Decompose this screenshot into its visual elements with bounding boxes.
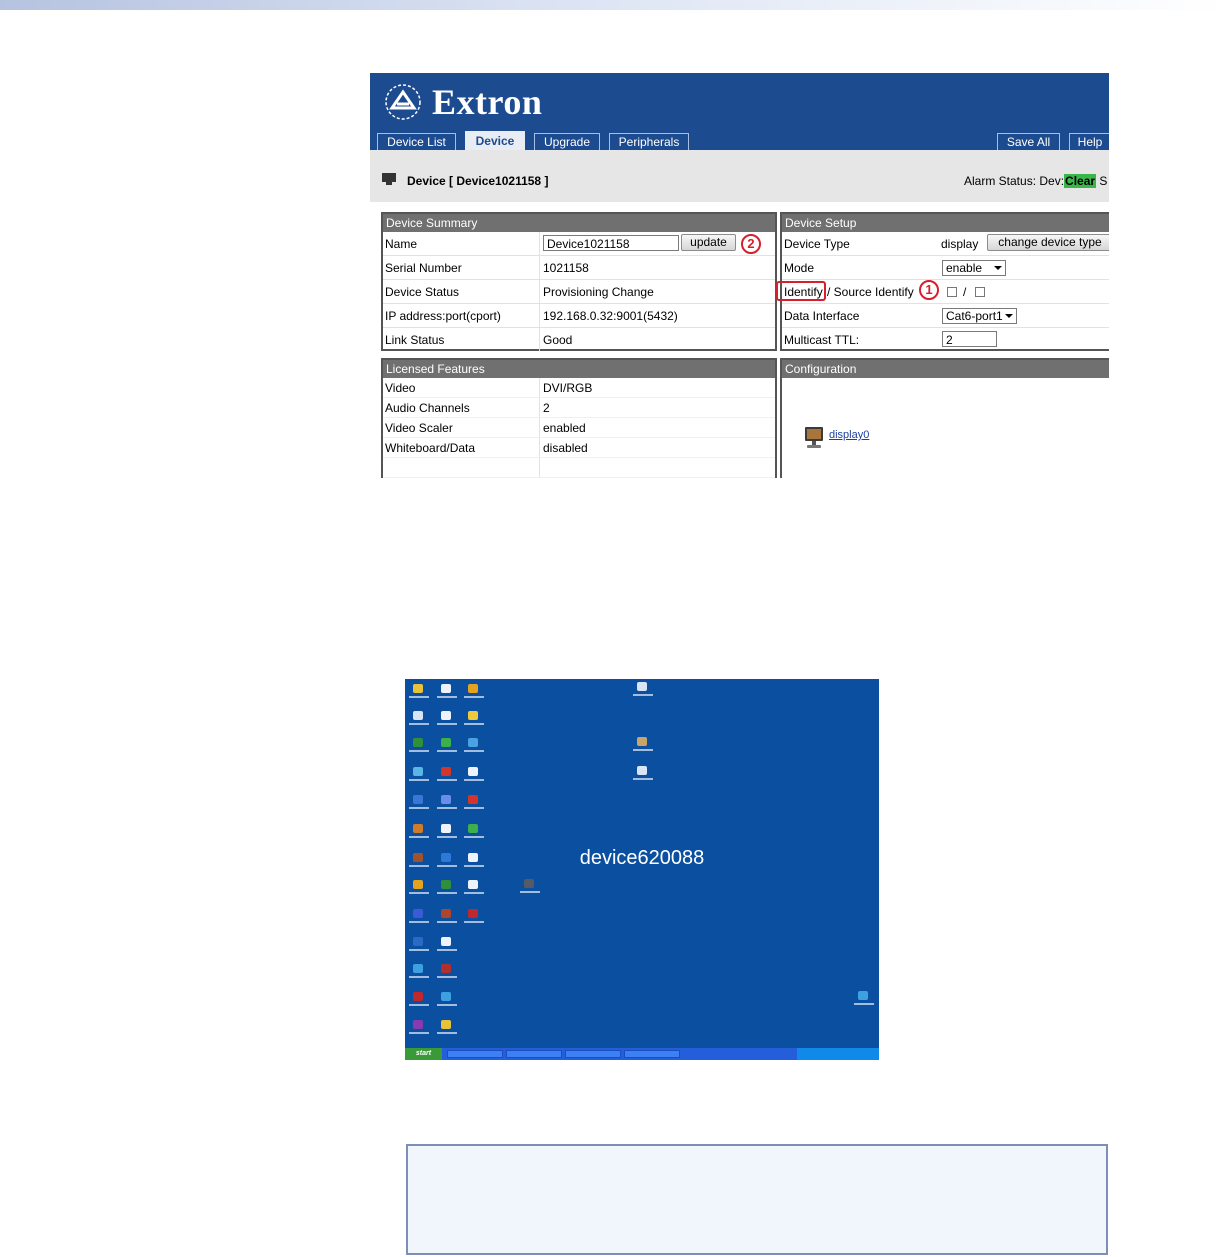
taskbar-window-button[interactable] — [506, 1050, 562, 1058]
desktop-shortcut-icon[interactable] — [468, 795, 478, 804]
alarm-clear-badge: Clear — [1065, 174, 1096, 188]
tab-label: Device — [475, 134, 515, 148]
desktop-shortcut-icon[interactable] — [413, 767, 423, 776]
row-value: 1021158 — [543, 261, 589, 275]
tab-label: Upgrade — [543, 135, 591, 149]
desktop-shortcut-icon[interactable] — [468, 684, 478, 693]
start-button[interactable]: start — [405, 1048, 442, 1060]
table-row — [383, 304, 775, 328]
desktop-shortcut-icon[interactable] — [413, 824, 423, 833]
row-value: Good — [543, 333, 573, 347]
desktop-shortcut-icon[interactable] — [468, 767, 478, 776]
desktop-shortcut-icon[interactable] — [413, 909, 423, 918]
app-header — [370, 73, 1109, 150]
desktop-shortcut-icon[interactable] — [468, 711, 478, 720]
row-label: IP address:port(cport) — [385, 309, 501, 323]
desktop-shortcut-icon[interactable] — [441, 824, 451, 833]
row-label: Device Status — [385, 285, 460, 299]
callout-2: 2 — [741, 234, 761, 254]
desktop-shortcut-icon[interactable] — [441, 880, 451, 889]
data-interface-select[interactable] — [942, 308, 1017, 324]
multicast-row — [782, 328, 1109, 351]
desktop-shortcut-icon[interactable] — [413, 853, 423, 862]
alarm-trailing: S — [1099, 174, 1108, 188]
device-monitor-icon — [382, 173, 396, 182]
display-monitor-icon — [803, 426, 825, 450]
name-row — [383, 232, 775, 256]
configuration-title: Configuration — [782, 360, 1109, 378]
licensed-features-title: Licensed Features — [383, 360, 775, 378]
desktop-shortcut-icon[interactable] — [468, 824, 478, 833]
feature-value: disabled — [543, 441, 588, 455]
device-setup-title: Device Setup — [782, 214, 1109, 232]
feature-value: 2 — [543, 401, 550, 415]
extron-logo — [380, 81, 542, 123]
table-row — [383, 256, 775, 280]
device-type-row — [782, 232, 1109, 256]
desktop-shortcut-icon[interactable] — [441, 767, 451, 776]
desktop-shortcut-icon[interactable] — [413, 937, 423, 946]
desktop-shortcut-icon[interactable] — [858, 991, 868, 1000]
desktop-shortcut-icon[interactable] — [441, 937, 451, 946]
desktop-shortcut-icon[interactable] — [441, 795, 451, 804]
extron-web-ui-screenshot — [370, 73, 1109, 478]
list-item — [383, 378, 775, 398]
extron-logo-icon — [380, 82, 426, 122]
multicast-ttl-input[interactable]: 2 — [942, 331, 997, 347]
device-summary-panel — [381, 212, 777, 351]
identify-highlight-box — [776, 281, 826, 301]
data-interface-selected-value: Cat6-port1 — [946, 309, 1003, 323]
note-box — [406, 1144, 1108, 1255]
desktop-shortcut-icon[interactable] — [413, 738, 423, 747]
device-setup-panel — [780, 212, 1109, 351]
feature-value: DVI/RGB — [543, 381, 593, 395]
row-label: Link Status — [385, 333, 445, 347]
tab-peripherals[interactable] — [609, 133, 689, 150]
identify-separator: / — [963, 285, 967, 299]
desktop-shortcut-icon[interactable] — [468, 738, 478, 747]
device-name-input[interactable]: Device1021158 — [543, 235, 679, 251]
desktop-shortcut-icon[interactable] — [413, 684, 423, 693]
mode-label: Mode — [784, 261, 815, 275]
chevron-down-icon — [1005, 314, 1013, 318]
list-item — [383, 398, 775, 418]
list-item — [383, 438, 775, 458]
table-row — [383, 328, 775, 351]
table-row — [383, 280, 775, 304]
identify-label: Identify — [784, 285, 823, 299]
tab-device-list[interactable] — [377, 133, 456, 150]
tab-label: Peripherals — [618, 135, 680, 149]
data-interface-label: Data Interface — [784, 309, 860, 323]
desktop-shortcut-icon[interactable] — [413, 711, 423, 720]
desktop-shortcut-icon[interactable] — [413, 1020, 423, 1029]
device-title: Device [ Device1021158 ] — [407, 174, 549, 188]
data-interface-row — [782, 304, 1109, 328]
desktop-shortcut-icon[interactable] — [413, 964, 423, 973]
desktop-device-label: device620088 — [579, 847, 705, 869]
help-button[interactable] — [1069, 133, 1109, 150]
row-value: Provisioning Change — [543, 285, 654, 299]
desktop-shortcut-icon[interactable] — [441, 711, 451, 720]
mode-row — [782, 256, 1109, 280]
update-button[interactable]: update — [681, 234, 736, 251]
save-all-button[interactable] — [997, 133, 1060, 150]
desktop-shortcut-icon[interactable] — [468, 909, 478, 918]
desktop-shortcut-icon[interactable] — [441, 738, 451, 747]
tab-device[interactable] — [465, 131, 525, 150]
system-tray — [797, 1048, 879, 1060]
list-item — [383, 418, 775, 438]
desktop-shortcut-icon[interactable] — [441, 909, 451, 918]
desktop-shortcut-icon[interactable] — [637, 682, 647, 691]
desktop-shortcut-icon[interactable] — [413, 880, 423, 889]
change-device-type-button[interactable]: change device type — [987, 234, 1109, 251]
taskbar-window-button[interactable] — [447, 1050, 503, 1058]
device-type-label: Device Type — [784, 237, 850, 251]
save-all-label: Save All — [1006, 135, 1051, 149]
desktop-shortcut-icon[interactable] — [413, 795, 423, 804]
page-top-band — [0, 0, 1224, 10]
desktop-shortcut-icon[interactable] — [441, 964, 451, 973]
feature-label: Video Scaler — [385, 421, 453, 435]
callout-1: 1 — [919, 280, 939, 300]
desktop-shortcut-icon[interactable] — [441, 684, 451, 693]
alarm-label: Alarm Status: Dev: — [964, 174, 1065, 188]
chevron-down-icon — [994, 266, 1002, 270]
feature-label: Whiteboard/Data — [385, 441, 476, 455]
tab-upgrade[interactable] — [534, 133, 600, 150]
mode-selected-value: enable — [946, 261, 983, 275]
device-type-value: display — [941, 237, 979, 251]
desktop-shortcut-icon[interactable] — [637, 737, 647, 746]
feature-value: enabled — [543, 421, 586, 435]
desktop-shortcut-icon[interactable] — [637, 766, 647, 775]
desktop-shortcut-icon[interactable] — [441, 853, 451, 862]
multicast-label: Multicast TTL: — [784, 333, 860, 347]
help-label: Help — [1077, 135, 1103, 149]
mode-select[interactable] — [942, 260, 1006, 276]
configuration-panel — [780, 358, 1109, 478]
device-desktop-screenshot — [405, 679, 879, 1060]
tab-label: Device List — [387, 135, 446, 149]
alarm-status — [964, 174, 1107, 188]
desktop-shortcut-icon[interactable] — [413, 992, 423, 1001]
source-identify-checkbox[interactable] — [975, 287, 985, 297]
name-label: Name — [385, 237, 418, 251]
feature-label: Audio Channels — [385, 401, 470, 415]
device-summary-title: Device Summary — [383, 214, 775, 232]
brand-name: Extron — [432, 82, 543, 122]
list-item — [383, 458, 775, 478]
licensed-features-panel — [381, 358, 777, 478]
desktop-shortcut-icon[interactable] — [441, 1020, 451, 1029]
desktop-shortcut-icon[interactable] — [468, 880, 478, 889]
desktop-shortcut-icon[interactable] — [524, 879, 534, 888]
taskbar-window-button[interactable] — [624, 1050, 680, 1058]
feature-label: Video — [385, 381, 416, 395]
row-value: 192.168.0.32:9001(5432) — [543, 309, 678, 323]
identify-row — [782, 280, 1109, 304]
row-label: Serial Number — [385, 261, 462, 275]
source-identify-label: / Source Identify — [827, 285, 914, 299]
taskbar-window-button[interactable] — [565, 1050, 621, 1058]
identify-checkbox[interactable] — [947, 287, 957, 297]
desktop-shortcut-icon[interactable] — [441, 992, 451, 1001]
display0-link[interactable]: display0 — [829, 429, 870, 441]
desktop-shortcut-icon[interactable] — [468, 853, 478, 862]
